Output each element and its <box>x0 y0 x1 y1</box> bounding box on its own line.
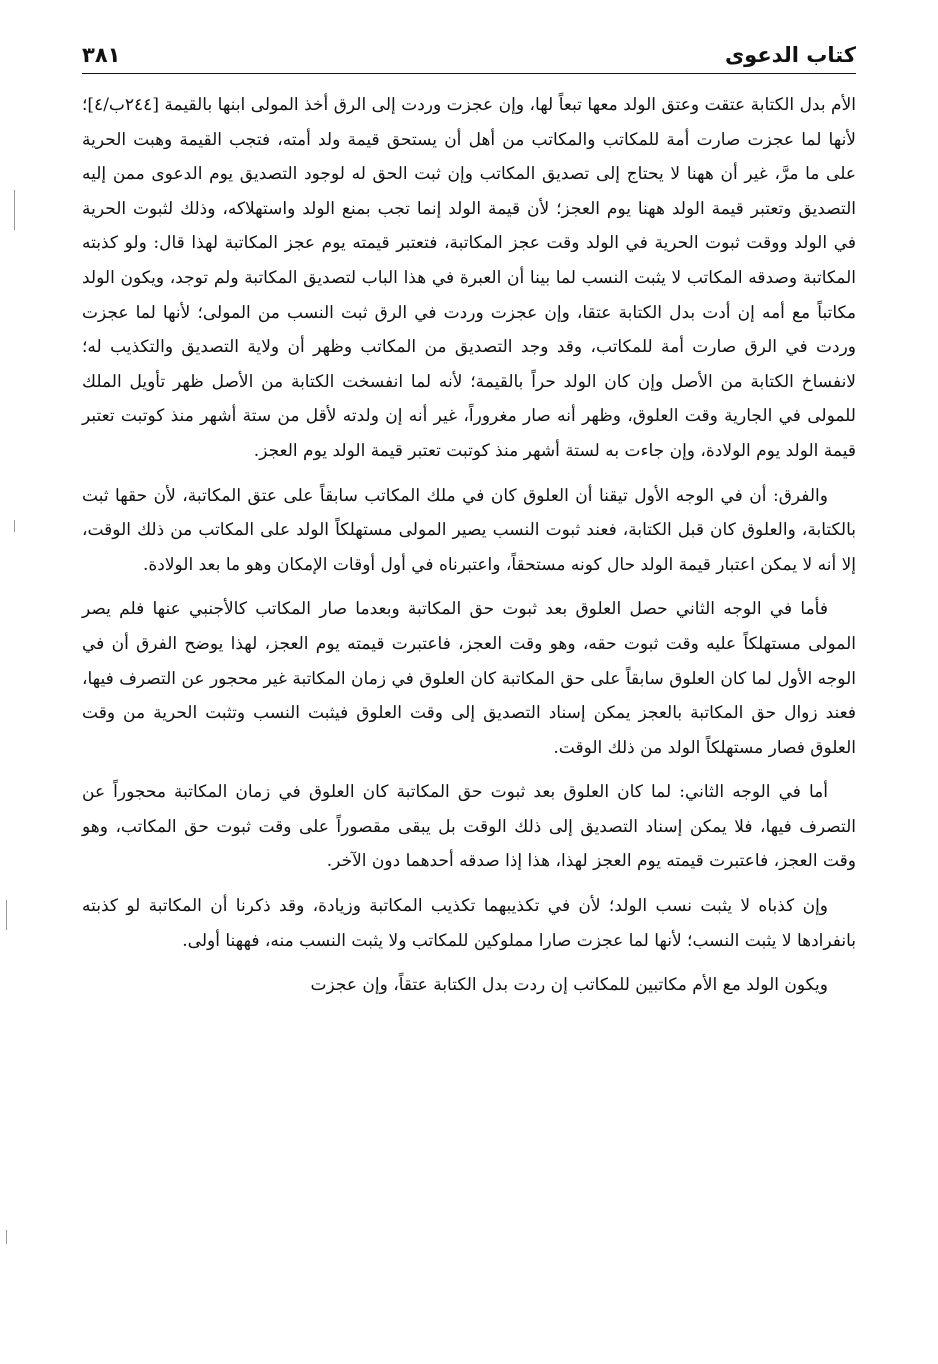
paragraph: فأما في الوجه الثاني حصل العلوق بعد ثبوت حق المكاتبة وبعدما صار المكاتب كالأجنبي عنها فلم يصر المولى مستهلكاً عليه وقت ثبوت حقه، وهو وقت العجز، فاعتبرت قيمته يوم العجز، لهذا يوضح الفرق أن في الوجه الأول لما كان العلوق سابقاً على حق المكاتبة كان العلوق في زمان المكاتبة غير محجور عن التصرف فيها، فعند زوال حق المكاتبة بالعجز يمكن إسناد التصديق إلى وقت العلوق فيثبت النسب وتثبت الحرية من وقت العلوق فصار مستهلكاً الولد من ذلك الوقت. <box>82 599 856 758</box>
page-header <box>82 30 856 70</box>
scan-artifact-line <box>14 520 15 532</box>
page-number: ٣٨١ <box>82 43 121 67</box>
paragraph: الأم بدل الكتابة عتقت وعتق الولد معها تبعاً لها، وإن عجزت وردت إلى الرق أخذ المولى ابنها بالقيمة [٢٤٤ب/٤]؛ لأنها لما عجزت صارت أمة للمكاتب والمكاتب من أهل أن يستحق قيمة ولد أمته، فتجب القيمة وهبت الحرية على ما مرَّ، غير أن ههنا لا يحتاج إلى تصديق المكاتب وإن ثبت الحق له لوجود التصديق يوم الدعوى ممن إليه التصديق وتعتبر قيمة الولد ههنا يوم العجز؛ لأن قيمة الولد إنما تجب بمنع الولد واستهلاكه، وذلك لثبوت الحرية في الولد ووقت ثبوت الحرية في الولد وقت عجز المكاتبة، فتعتبر قيمته يوم عجز المكاتبة لهذا قال: ولو كذبته المكاتبة وصدقه المكاتب لا يثبت النسب لما بينا أن العبرة في هذا الباب لتصديق المكاتبة ولم توجد، ويكون الولد مكاتباً مع أمه إن أدت بدل الكتابة عتقا، وإن عجزت وردت في الرق ثبت النسب من المولى؛ لأنها لما عجزت وردت في الرق صارت أمة للمكاتب، وقد وجد التصديق من المكاتب وظهر أن ولاية التصديق والتكذيب له؛ لانفساخ الكتابة من الأصل وإن كان الولد حراً بالقيمة؛ لأنه لما انفسخت الكتابة من الأصل ظهر تأويل الملك للمولى في الجارية وقت العلوق، وظهر أنه صار مغروراً، غير أنه إن ولدته لأقل من ستة أشهر منذ كوتبت تعتبر قيمة الولد يوم الولادة، وإن جاءت به لستة أشهر منذ كوتبت تعتبر قيمة الولد يوم العجز. <box>82 95 856 461</box>
paragraph: والفرق: أن في الوجه الأول تيقنا أن العلوق كان في ملك المكاتب سابقاً على عتق المكاتبة، لأن حقها ثبت بالكتابة، والعلوق كان قبل الكتابة، فعند ثبوت النسب يصير المولى مستهلكاً الولد على المكاتب من ذلك الوقت، إلا أنه لا يمكن اعتبار قيمة الولد حال كونه مستحقاً، واعتبرناه في أول أوقات الإمكان وهو ما بعد الولادة. <box>82 485 856 575</box>
body-text <box>82 88 856 1013</box>
scan-artifact-line <box>14 190 15 230</box>
paragraph: ويكون الولد مع الأم مكاتبين للمكاتب إن ردت بدل الكتابة عتقاً، وإن عجزت <box>310 975 828 996</box>
paragraph: أما في الوجه الثاني: لما كان العلوق بعد ثبوت حق المكاتبة كان العلوق في زمان المكاتبة محجوراً عن التصرف فيها، فلا يمكن إسناد التصديق إلى ذلك الوقت بل يبقى مقصوراً على وقت ثبوت حق المكاتب، وهو وقت العجز، فاعتبرت قيمته يوم العجز لهذا، هذا إذا صدقه أحدهما دون الآخر. <box>82 782 856 872</box>
header-divider <box>82 73 856 74</box>
chapter-title: كتاب الدعوى <box>724 43 856 67</box>
scan-artifact-line <box>6 1230 7 1244</box>
paragraph: وإن كذباه لا يثبت نسب الولد؛ لأن في تكذيبهما تكذيب المكاتبة وزيادة، وقد ذكرنا أن المكاتبة لو كذبته بانفرادها لا يثبت النسب؛ لأنها لما عجزت صارا مملوكين للمكاتب ولا يثبت النسب منه، فههنا أولى. <box>82 896 856 951</box>
scan-artifact-line <box>6 900 7 930</box>
